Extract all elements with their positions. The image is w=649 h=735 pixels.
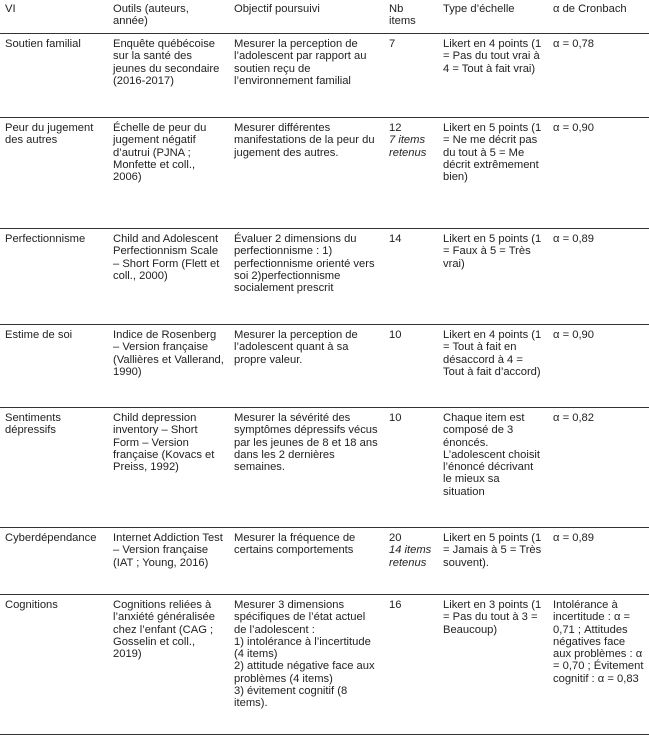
cell-alpha: α = 0,78 xyxy=(553,38,594,50)
cell-vi: Perfectionnisme xyxy=(5,233,86,245)
header-alpha: α de Cronbach xyxy=(553,3,627,15)
table-header-row xyxy=(0,0,649,34)
table-row xyxy=(0,118,649,229)
cell-nb-items xyxy=(384,118,438,229)
objectif-line: 1) intolérance à l’incertitude (4 items) xyxy=(234,635,371,661)
table-row xyxy=(0,528,649,595)
header-nb-items: Nb items xyxy=(389,3,416,28)
table-row xyxy=(0,325,649,408)
header-objectif: Objectif poursuivi xyxy=(234,3,320,15)
cell-outils: Indice de Rosenberg – Version française (Vallières et Vallerand, 1990) xyxy=(113,329,224,378)
cell-type-echelle: Chaque item est composé de 3 énoncés. L’adolescent choisit l’énoncé décrivant le mieux sa situation xyxy=(443,412,541,498)
cell-type-echelle: Likert en 5 points (1 = Faux à 5 = Très vrai) xyxy=(443,233,542,270)
cell-type-echelle: Likert en 5 points (1 = Jamais à 5 = Très souvent). xyxy=(443,532,542,569)
table-row xyxy=(0,595,649,735)
objectif-line: Mesurer 3 dimensions spécifiques de l’état actuel de l’adolescent : xyxy=(234,599,366,636)
cell-nb-items xyxy=(384,595,438,735)
cell-nb-items xyxy=(384,325,438,408)
cell-objectif: Mesurer la fréquence de certains comportements xyxy=(234,532,356,557)
cell-alpha: α = 0,82 xyxy=(553,412,594,424)
header-type-echelle: Type d’échelle xyxy=(443,3,515,15)
cell-alpha: α = 0,89 xyxy=(553,532,594,544)
nb-value: 10 xyxy=(389,412,402,424)
header-outils: Outils (auteurs, année) xyxy=(113,3,189,28)
cell-alpha: Intolérance à incertitude : α = 0,71 ; Attitudes négatives face aux problèmes : α = 0,70 ; Évitement cognitif : α = 0,83 xyxy=(553,599,644,685)
objectif-line: 3) évitement cognitif (8 items). xyxy=(234,685,348,710)
cell-type-echelle: Likert en 5 points (1 = Ne me décrit pas du tout à 5 = Me décrit extrêmement bien) xyxy=(443,122,542,184)
cell-objectif xyxy=(229,595,384,735)
cell-vi: Estime de soi xyxy=(5,329,73,341)
cell-vi: Cyberdépendance xyxy=(5,532,97,544)
cell-objectif: Mesurer la sévérité des symptômes dépressifs vécus par les jeunes de 8 et 18 ans dans les 2 dernières semaines. xyxy=(234,412,378,474)
table-row xyxy=(0,408,649,528)
nb-value: 12 xyxy=(389,122,402,134)
cell-alpha: α = 0,90 xyxy=(553,122,594,134)
cell-outils: Child depression inventory – Short Form – Version française (Kovacs et Preiss, 1992) xyxy=(113,412,215,474)
header-vi: VI xyxy=(5,3,16,15)
cell-nb-items xyxy=(384,408,438,528)
cell-type-echelle: Likert en 3 points (1 = Pas du tout à 3 = Beaucoup) xyxy=(443,599,542,636)
cell-outils: Cognitions reliées à l’anxiété généralisée chez l’enfant (CAG ; Gosselin et coll., 2019) xyxy=(113,599,215,661)
cell-vi: Peur du jugement des autres xyxy=(5,122,94,147)
nb-value: 20 xyxy=(389,532,402,544)
nb-note: 14 items retenus xyxy=(389,544,432,569)
nb-value: 14 xyxy=(389,233,402,245)
cell-outils: Internet Addiction Test – Version française (IAT ; Young, 2016) xyxy=(113,532,223,569)
cell-vi: Sentiments dépressifs xyxy=(5,412,61,437)
nb-value: 7 xyxy=(389,38,396,50)
cell-vi: Soutien familial xyxy=(5,38,81,50)
cell-objectif: Évaluer 2 dimensions du perfectionnisme : 1) perfectionnisme orienté vers soi 2)perfectionnisme socialement prescrit xyxy=(234,233,375,295)
cell-objectif: Mesurer différentes manifestations de la peur du jugement des autres. xyxy=(234,122,375,159)
cell-alpha: α = 0,89 xyxy=(553,233,594,245)
cell-nb-items xyxy=(384,528,438,595)
cell-objectif: Mesurer la perception de l’adolescent quant à sa propre valeur. xyxy=(234,329,358,366)
cell-outils: Enquête québécoise sur la santé des jeunes du secondaire (2016-2017) xyxy=(113,38,220,87)
cell-nb-items xyxy=(384,229,438,325)
objectif-line: 2) attitude négative face aux problèmes (4 items) xyxy=(234,660,375,685)
cell-type-echelle: Likert en 4 points (1 = Pas du tout vrai à 4 = Tout à fait vrai) xyxy=(443,38,542,75)
cell-objectif: Mesurer la perception de l’adolescent par rapport au soutien reçu de l’environnement familial xyxy=(234,38,367,87)
cell-type-echelle: Likert en 4 points (1 = Tout à fait en désaccord à 4 = Tout à fait d’accord) xyxy=(443,329,542,378)
cell-outils: Échelle de peur du jugement négatif d’autrui (PJNA ; Monfette et coll., 2006) xyxy=(113,122,207,184)
nb-value: 10 xyxy=(389,329,402,341)
cell-nb-items xyxy=(384,34,438,118)
nb-note: 7 items retenus xyxy=(389,134,427,159)
table-row xyxy=(0,229,649,325)
nb-value: 16 xyxy=(389,599,402,611)
cell-vi: Cognitions xyxy=(5,599,58,611)
cell-alpha: α = 0,90 xyxy=(553,329,594,341)
table-row xyxy=(0,34,649,118)
cell-outils: Child and Adolescent Perfectionnism Scale – Short Form (Flett et coll., 2000) xyxy=(113,233,220,282)
